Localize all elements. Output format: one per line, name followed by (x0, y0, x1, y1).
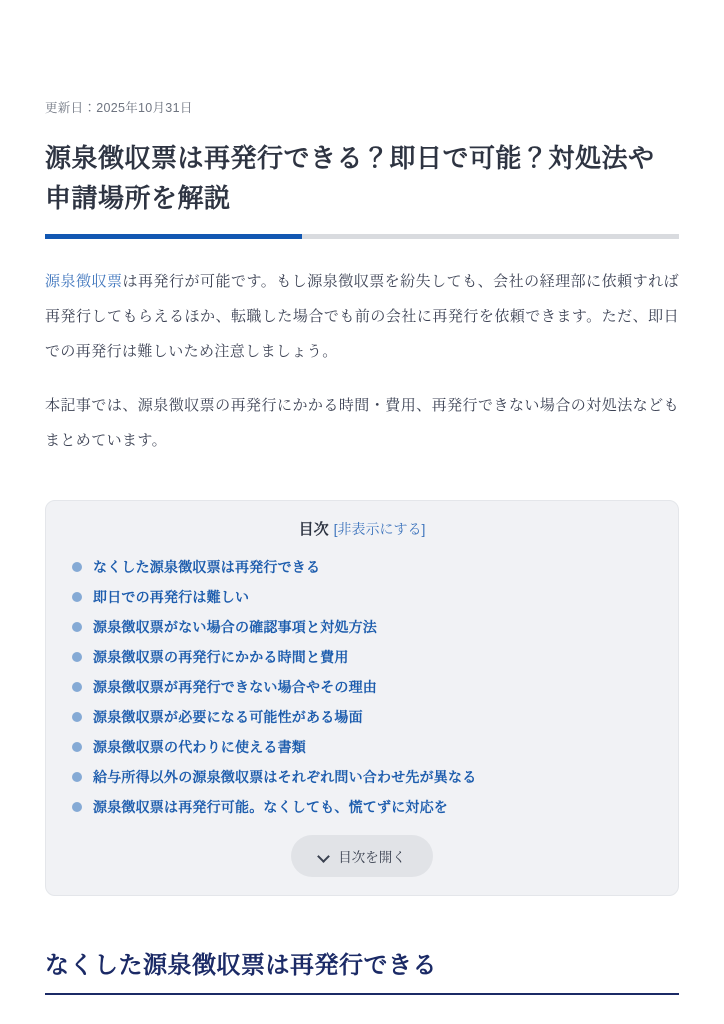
toc-item[interactable] (72, 792, 652, 822)
intro-paragraph-1-text: は再発行が可能です。もし源泉徴収票を紛失しても、会社の経理部に依頼すれば再発行してもらえるほか、転職した場合でも前の会社に再発行を依頼できます。ただ、即日での再発行は難しいため注意しましょう。 (45, 272, 679, 360)
toc-item-label: 源泉徴収票の再発行にかかる時間と費用 (93, 648, 349, 665)
bullet-icon (72, 592, 82, 602)
toc-item[interactable] (72, 582, 652, 612)
toc-item[interactable] (72, 552, 652, 582)
toc-item-label: 源泉徴収票の代わりに使える書類 (93, 738, 306, 755)
toc-hide-link[interactable]: [非表示にする] (333, 520, 426, 537)
chevron-down-icon (318, 850, 329, 861)
toc-item-label: なくした源泉徴収票は再発行できる (93, 558, 321, 575)
toc-header (72, 518, 652, 539)
gensen-choshuhyo-link[interactable]: 源泉徴収票 (45, 272, 123, 290)
title-divider (45, 234, 679, 239)
toc-box (45, 500, 679, 896)
bullet-icon (72, 802, 82, 812)
toc-item[interactable] (72, 672, 652, 702)
toc-item-label: 源泉徴収票がない場合の確認事項と対処方法 (93, 618, 377, 635)
bullet-icon (72, 562, 82, 572)
bullet-icon (72, 742, 82, 752)
toc-item[interactable] (72, 732, 652, 762)
section-heading: なくした源泉徴収票は再発行できる (45, 945, 679, 995)
toc-item-label: 源泉徴収票は再発行可能。なくしても、慌てずに対応を (93, 798, 448, 815)
toc-item[interactable] (72, 762, 652, 792)
toc-item-label: 源泉徴収票が必要になる可能性がある場面 (93, 708, 363, 725)
toc-item[interactable] (72, 612, 652, 642)
bullet-icon (72, 772, 82, 782)
toc-list (72, 552, 652, 822)
intro-paragraph-1 (45, 264, 679, 369)
toc-item[interactable] (72, 642, 652, 672)
toc-item[interactable] (72, 702, 652, 732)
toc-item-label: 源泉徴収票が再発行できない場合やその理由 (93, 678, 377, 695)
article-container (0, 98, 724, 995)
bullet-icon (72, 682, 82, 692)
toc-heading: 目次 (298, 520, 329, 538)
toc-item-label: 給与所得以外の源泉徴収票はそれぞれ問い合わせ先が異なる (93, 768, 477, 785)
divider-accent (45, 234, 302, 239)
toc-open-button[interactable] (291, 835, 433, 877)
toc-button-row (72, 835, 652, 877)
toc-open-button-label: 目次を開く (338, 849, 406, 865)
page-title: 源泉徴収票は再発行できる？即日で可能？対処法や申請場所を解説 (45, 143, 655, 214)
intro-paragraph-2: 本記事では、源泉徴収票の再発行にかかる時間・費用、再発行できない場合の対処法などもまとめています。 (45, 396, 679, 449)
bullet-icon (72, 652, 82, 662)
updated-date: 更新日：2025年10月31日 (45, 101, 193, 115)
bullet-icon (72, 712, 82, 722)
bullet-icon (72, 622, 82, 632)
toc-item-label: 即日での再発行は難しい (93, 588, 250, 605)
